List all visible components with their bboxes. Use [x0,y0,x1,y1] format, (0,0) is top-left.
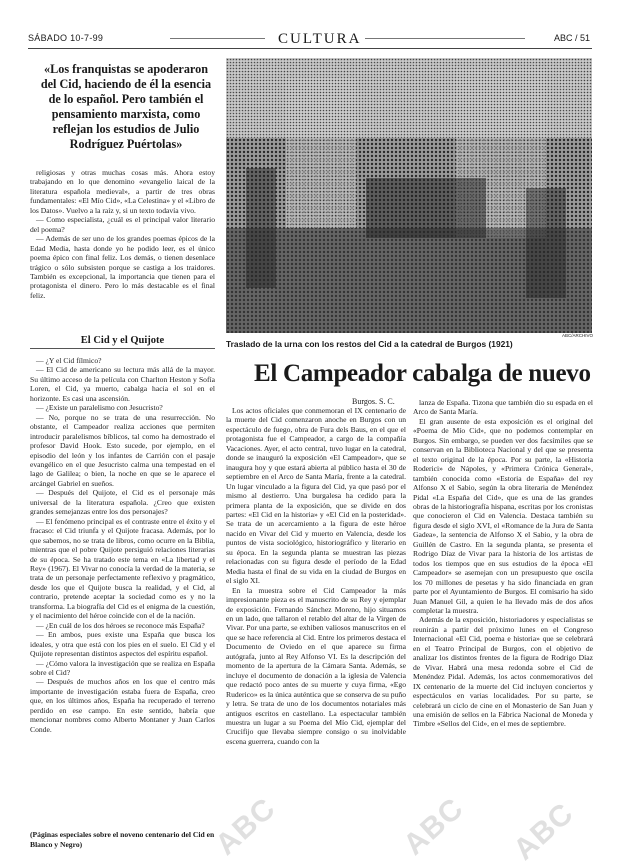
article-paragraph: En la muestra sobre el Cid Campeador la más impresionante pieza es el manuscrito de su Rey y ejemplar de exposición. Fernando Sánchez Moreno, hijo situamos en un lado, que tallaron el retablo del altar de la Virgen de Vivar. Por una parte, se exhiben valiosos manuscritos en el que se hace referencia al Cid. Entre los primeros destaca el Documento de Oviedo en el que aparece su firma autógrafa, junto al Rey Alfonso VI. Es la descripción del momento de la apertura de la Cámara Santa. Además, se incluye el documento de donación a la iglesia de Valencia que redactó poco antes de su muerte y cuya firma, «Ego Ruderico» es la única auténtica que se conserva de su puño y letra. Se trata de uno de los documentos notariales más antiguos escritos en castellano. La espectacular también muestra un lugar a su Poema del Mío Cid, ejemplar del Crucifijo que llevaba siempre consigo o su inolvidable escena guerrera, cuando con la [226,585,406,746]
article-paragraph: El gran ausente de esta exposición es el original del «Poema de Mío Cid», que no podemos contemplar en Burgos. Sin embargo, se pueden ver dos facsímiles que se conservan en la Biblioteca Nacional y del que se presenta el texto original de la época. Por su parte, la «Historia Roderici» de Nápoles, y «Primera Crónica General», también conocida como «Estoria de España» del rey Alfonso X el Sabio, según la obra literaria de Menéndez Pidal «La España del Cid», que es una de las grandes obras de la historiografía hispana, escritas por los cronistas que conocieron el Cid en Valencia. Destaca también su figura desde el siglo XVI, el «Romance de la Jura de Santa Gadea», la sentencia de Alfonso X el Sabio, y la obra de Guillén de Castro. En la segunda planta, se presenta el Rodrigo Díaz de Vivar para la historia de los artistas de todos los tiempos que en sus estudios de la época «El Campeador» se asemejan con un presupuesto que oscila los 70 millones de pesetas y ha sido financiada en gran parte por el Ayuntamiento de Burgos. El comisario ha sido Juan Manuel Gil, a quien le ha llevado más de dos años completar la muestra. [413,416,593,615]
footnote: (Páginas especiales sobre el noveno centenario del Cid en Blanco y Negro) [30,830,215,849]
section-subhead: El Cid y el Quijote [30,335,215,349]
header-rule [28,48,592,49]
header-divider-left [170,38,265,39]
photo-halftone [226,58,592,333]
article-headline: El Campeador cabalga de nuevo [254,360,591,387]
article-paragraph: Los actos oficiales que conmemoran el IX centenario de la muerte del Cid comenzaron anoche en Burgos con un espectáculo de fuego, obra de Fura dels Baus, en el que el protagonista fue el Campeador, a cargo de la compañía Vacaciones. Ayer, el acto central, tuvo lugar en la catedral, donde se inauguró la exposición «El Campeador», que se inaugura hoy y que estará abierta al público hasta el 30 de septiembre en el Arco de Santa María, frente a la catedral. Un lugar vinculado a la figura del Cid, ya que pasó por el mismo al destierro. Una burgalesa ha cedido para la primera planta de la exposición, que se divide en dos partes: «El Cid en la historia» y «El Cid en la posteridad». Se trata de un acercamiento a la figura de este héroe nacido en Vivar del Cid y muerto en Valencia, desde los puntos de vista sociológico, historiográfico y literario en su época. En la segunda planta se muestran las piezas relacionadas con su figura desde el período de la Edad Media hasta el final de su vida en la ciudad de Burgos en el siglo XI. [226,406,406,586]
interview-paragraph: — Como especialista, ¿cuál es el principal valor literario del poema? [30,215,215,234]
interview-paragraph: — El fenómeno principal es el contraste entre el éxito y el fracaso: el Cid triunfa y el Quijote fracasa. Además, por lo que sabemos, no se trata de libros, como ocurre en la Biblia, mientras que el pobre Quijote persiguió relaciones literarias de su época. Se ha tratado este tema en «La libertad y el Rey» (1967). El Vivar no conocía la verdad de la materia, se trata de un personaje perfectamente reflexivo y pragmático, desde los que el Quijote busca la realidad, y el Cid, al contrario, pretende aceptar la sociedad como es y no la transforma. La biografía del Cid es el enigma de la cuestión, y el nacimiento del héroe coincide con el de la nación. [30,516,215,621]
interview-paragraph: — ¿Cómo valora la investigación que se realiza en España sobre el Cid? [30,658,215,677]
header-divider-right [365,38,525,39]
interview-paragraph: — El Cid de americano su lectura más allá de la mayor. Su último acceso de la película con Charlton Heston y Sofía Loren, el Cid, ya muerto, cabalga hacia el sol en el horizonte. Es casi una ascensión. [30,365,215,403]
pull-quote: «Los franquistas se apoderaron del Cid, haciendo de él la esencia de lo español. Pero también el pensamiento marxista, como reflejan los estudios de Julio Rodríguez Puértolas» [40,62,212,151]
page-number: ABC / 51 [553,33,590,43]
photo-caption: Traslado de la urna con los restos del Cid a la catedral de Burgos (1921) [226,339,513,349]
interview-paragraph: — Después de muchos años en los que el centro más importante de investigación estaba fuera de España, creo que, en los últimos años, España ha recuperado el terreno perdido en ese campo. En este sentido, habría que mencionar nombres como Alberto Montaner y Juan Carlos Conde. [30,677,215,734]
interview-paragraph: — ¿En cuál de los dos héroes se reconoce más España? [36,620,205,630]
interview-paragraph: — Después del Quijote, el Cid es el personaje más universal de la literatura española. ¿Creo que existen grandes semejanzas entre los dos personajes? [30,488,215,517]
issue-date: SÁBADO 10-7-99 [28,33,104,43]
interview-paragraph: — Además de ser uno de los grandes poemas épicos de la Edad Media, hasta donde yo he podido leer, es el único poema épico con final feliz. Los demás, o tienen desenlace trágico o sólo subsisten porque se castiga a los traidores. También es excepcional, la importancia que tienen para el protagonista el dinero. Pero lo más destacable es el final feliz. [30,234,215,300]
article-paragraph: lanza de España. Tizona que también dio su espada en el Arco de Santa María. [413,398,593,417]
article-paragraph: Además de la exposición, historiadores y especialistas se reunirán a partir del próximo lunes en el Congreso Internacional «El Cid, poema e historia» que se celebrará en el Teatro Principal de Burgos, con el objetivo de analizar los distintos frentes de la figura de Rodrigo Díaz de Vivar. Habrá una mesa redonda sobre el Cid de Menéndez Pidal. Además, los actos conmemorativos del IX centenario de la muerte del Cid incluyen conciertos y espectáculos en varias localidades. Por su parte, se celebrará un ciclo de cine en el Monasterio de San Juan y una emisión de sellos en la Fábrica Nacional de Moneda y Timbre «Sellos del Cid», en el mes de septiembre. [413,615,593,729]
article-column-1 [226,406,406,851]
watermark-logo: ABC [507,796,580,867]
interview-column-upper [30,168,215,331]
article-byline: Burgos. S. C. [352,397,395,406]
news-photo [226,58,592,333]
interview-paragraph: — ¿Y el Cid fílmico? [36,356,102,365]
interview-paragraph: — ¿Existe un paralelismo con Jesucristo? [36,403,163,413]
article-column-2 [413,398,593,853]
watermark-logo: ABC [209,791,282,862]
watermark-logo: ABC [397,791,470,862]
photo-credit: ABC/ARCHIVO [562,333,594,338]
section-title: CULTURA [278,31,362,47]
interview-paragraph: — En ambos, pues existe una España que busca los ideales, y otra que está con los pies en el suelo. El Cid y el Quijote representan distintos aspectos del espíritu español. [30,630,215,659]
interview-column-lower [30,356,215,826]
interview-paragraph: — No, porque no se trata de una resurrección. No obstante, el Campeador realiza acciones que permiten introducir paralelismos bíblicos, tal como ha demostrado el profesor David Hook. Esto sucede, por ejemplo, en el episodio del león y los infantes de Carrión con el pasaje evangélico en el que Jesucristo calma una tempestad en el lago de Galilea; o bien, la noche en que se le aparece el arcángel Gabriel en sueños. [30,412,215,488]
interview-paragraph: religiosas y otras muchas cosas más. Ahora estoy trabajando en lo que denomino «evangelio laical de la literatura española medieval», a partir de tres obras fundamentales: «El Mío Cid», «La Celestina» y el «Libro de los Datos». Vuelvo a la raíz y, si un texto todavía vivo. [30,168,215,215]
